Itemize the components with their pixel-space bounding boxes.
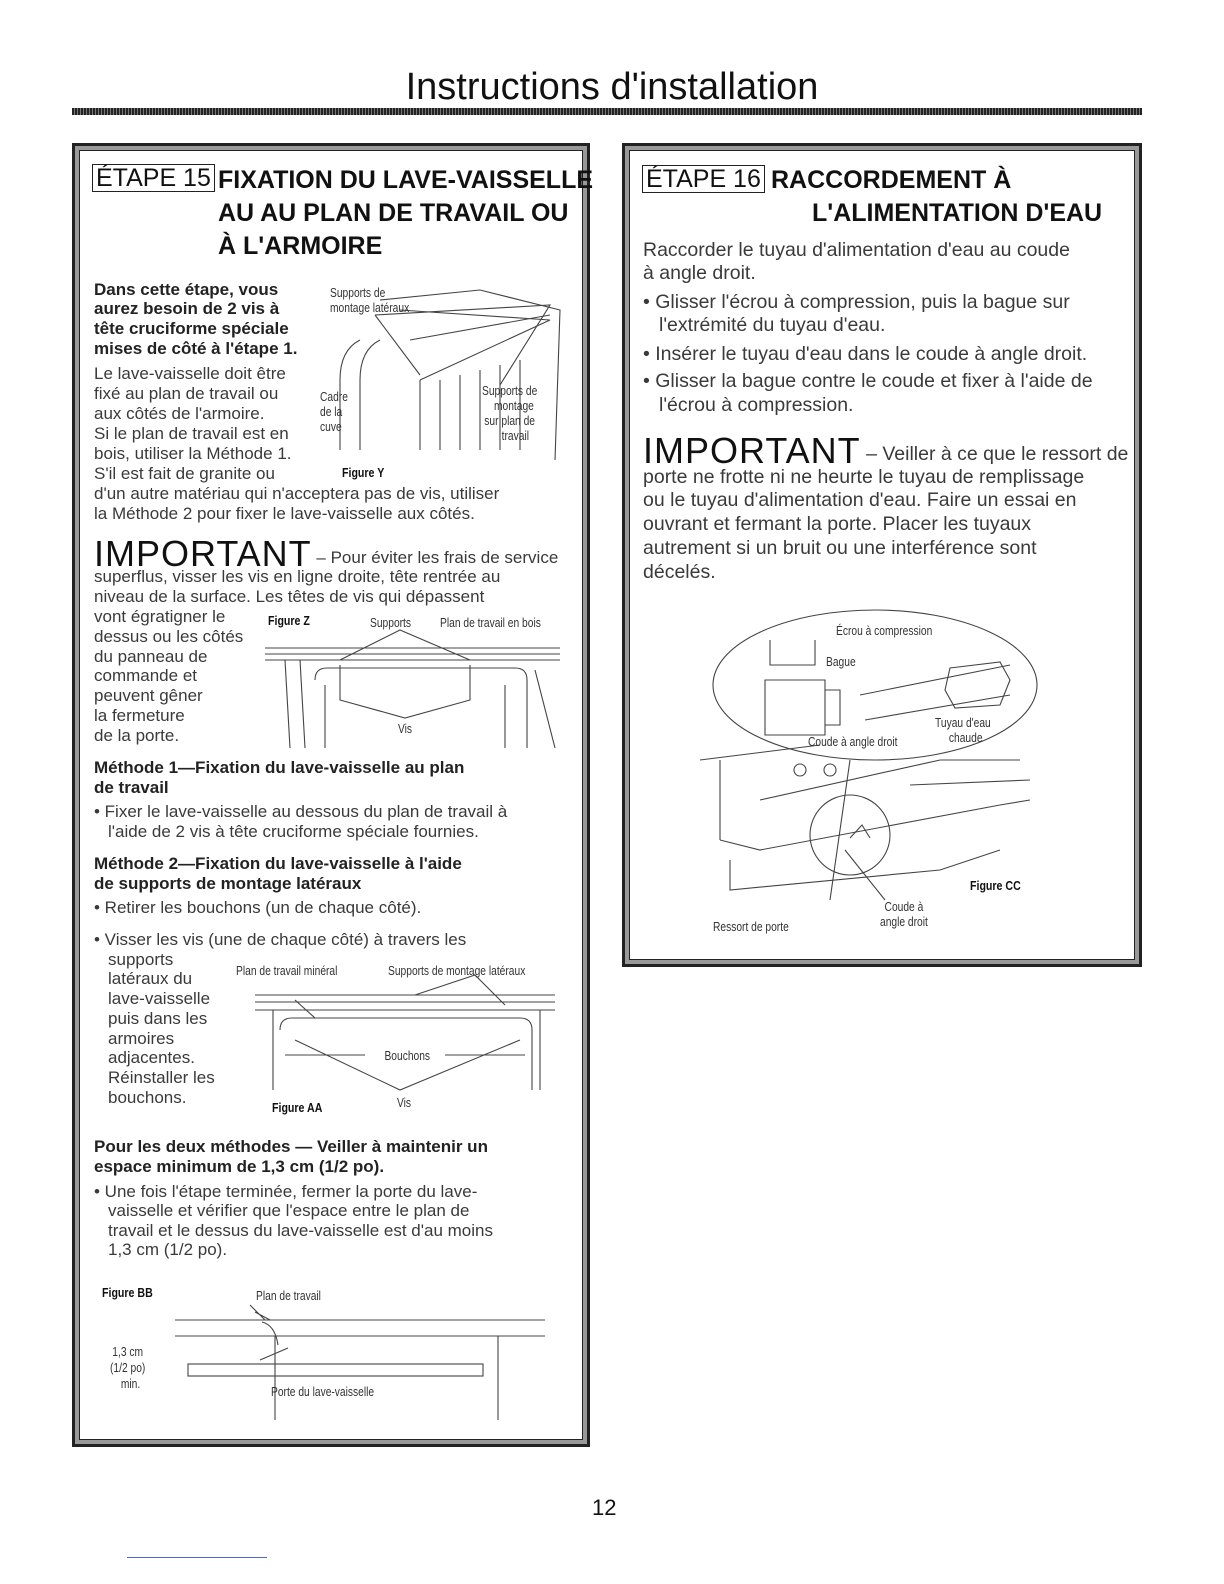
important-heading: IMPORTANT xyxy=(94,533,312,574)
bullet-text: • Une fois l'étape terminée, fermer la porte du lave- xyxy=(94,1182,478,1201)
method-2-title: de supports de montage latéraux xyxy=(94,874,362,893)
fig-bb-label: Porte du lave-vaisselle xyxy=(271,1385,375,1399)
intro-text: mises de côté à l'étape 1. xyxy=(94,339,298,358)
bullet-text: latéraux du xyxy=(108,969,193,988)
label-line: montage latéraux xyxy=(330,301,410,315)
fig-aa-label: Supports de montage latéraux xyxy=(388,964,526,978)
important-text: ouvrant et fermant la porte. Placer les tuyaux xyxy=(643,513,1032,535)
important-text: autrement si un bruit ou une interférence sont xyxy=(643,537,1037,559)
fig-z-label: Vis xyxy=(398,722,413,736)
step-16-title: RACCORDEMENT À xyxy=(771,166,1012,194)
both-methods-title: Pour les deux méthodes — Veiller à maintenir un xyxy=(94,1137,488,1156)
label-line: Supports de xyxy=(482,384,538,398)
important-text: décelés. xyxy=(643,561,716,583)
important-text: du panneau de xyxy=(94,647,208,666)
bullet-text: • Retirer les bouchons (un de chaque côté). xyxy=(94,898,422,917)
bullet-text: puis dans les xyxy=(108,1009,208,1028)
bullet-text: • Visser les vis (une de chaque côté) à travers les xyxy=(94,930,467,949)
bullet-text: 1,3 cm (1/2 po). xyxy=(108,1240,228,1259)
figure-y-caption: Figure Y xyxy=(342,466,385,480)
bullet-text: bouchons. xyxy=(108,1088,187,1107)
body-text: S'il est fait de granite ou xyxy=(94,464,275,483)
step-15-title: FIXATION DU LAVE-VAISSELLE xyxy=(218,166,594,194)
fig-bb-label xyxy=(110,1344,145,1392)
fig-cc-label xyxy=(880,900,928,930)
intro-text: aurez besoin de 2 vis à xyxy=(94,299,280,318)
fig-aa-label: Plan de travail minéral xyxy=(236,964,338,978)
important-text: porte ne frotte ni ne heurte le tuyau de remplissage xyxy=(643,466,1085,488)
body-text: aux côtés de l'armoire. xyxy=(94,404,265,423)
fig-y-label xyxy=(482,384,537,444)
label-line: Cadre xyxy=(320,390,348,404)
fig-cc-label xyxy=(935,716,991,746)
important-text: niveau de la surface. Les têtes de vis qui dépassent xyxy=(94,587,485,606)
fig-bb-label: Plan de travail xyxy=(256,1289,321,1303)
figure-aa-caption: Figure AA xyxy=(272,1101,323,1115)
step-16-label: ÉTAPE 16 xyxy=(642,165,765,193)
fig-cc-label: Coude à angle droit xyxy=(808,735,898,749)
method-1-title: de travail xyxy=(94,778,169,797)
step-15-title: AU AU PLAN DE TRAVAIL OU xyxy=(218,199,569,227)
figure-z-caption: Figure Z xyxy=(268,614,310,628)
label-line: sur plan de xyxy=(484,414,536,428)
important-heading: IMPORTANT xyxy=(643,430,861,471)
fig-z-label: Plan de travail en bois xyxy=(440,616,541,630)
page-number: 12 xyxy=(592,1495,617,1520)
important-lead: – Veiller à ce que le ressort de xyxy=(860,443,1129,465)
label-line: 1,3 cm xyxy=(112,1345,144,1359)
label-line: de la xyxy=(320,405,343,419)
step-15-label: ÉTAPE 15 xyxy=(92,164,215,192)
label-line: angle droit xyxy=(880,915,928,929)
important-text: la fermeture xyxy=(94,706,185,725)
fig-aa-label: Bouchons xyxy=(382,1049,433,1064)
bullet-text: Réinstaller les xyxy=(108,1068,215,1087)
bullet-text: • Glisser l'écrou à compression, puis la bague sur xyxy=(643,291,1070,313)
fig-y-label xyxy=(330,286,409,316)
body-text: Si le plan de travail est en xyxy=(94,424,289,443)
figure-bb-caption: Figure BB xyxy=(102,1286,153,1300)
bullet-text: l'écrou à compression. xyxy=(659,394,854,416)
important-text: peuvent gêner xyxy=(94,686,203,705)
bullet-text: • Insérer le tuyau d'eau dans le coude à angle droit. xyxy=(643,343,1088,365)
method-2-title: Méthode 2—Fixation du lave-vaisselle à l'aide xyxy=(94,854,462,873)
bullet-text: lave-vaisselle xyxy=(108,989,211,1008)
important-text: de la porte. xyxy=(94,726,180,745)
body-text: bois, utiliser la Méthode 1. xyxy=(94,444,292,463)
important-text: superflus, visser les vis en ligne droite, tête rentrée au xyxy=(94,567,501,586)
body-text: Raccorder le tuyau d'alimentation d'eau au coude xyxy=(643,239,1070,261)
important-lead: – Pour éviter les frais de service xyxy=(311,548,559,567)
label-line: Coude à xyxy=(884,900,924,914)
important-text: vont égratigner le xyxy=(94,607,226,626)
figure-aa-illustration xyxy=(255,980,560,1095)
bullet-text: • Fixer le lave-vaisselle au dessous du plan de travail à xyxy=(94,802,508,821)
step-16-title: L'ALIMENTATION D'EAU xyxy=(812,199,1103,227)
important-text: commande et xyxy=(94,666,197,685)
label-line: Supports de xyxy=(330,286,386,300)
label-line: Tuyau d'eau xyxy=(935,716,991,730)
footer-link-line xyxy=(127,1557,267,1558)
bullet-text: travail et le dessus du lave-vaisselle est d'au moins xyxy=(108,1221,493,1240)
fig-cc-label: Bague xyxy=(826,655,856,669)
bullet-text: adjacentes. xyxy=(108,1048,195,1067)
bullet-text: l'aide de 2 vis à tête cruciforme spéciale fournies. xyxy=(108,822,479,841)
step-15-title: À L'ARMOIRE xyxy=(218,232,383,260)
figure-bb-illustration xyxy=(100,1300,550,1425)
body-text: à angle droit. xyxy=(643,262,756,284)
label-line: chaude xyxy=(948,731,983,745)
label-line: travail xyxy=(501,429,530,443)
body-text: fixé au plan de travail ou xyxy=(94,384,279,403)
body-text: d'un autre matériau qui n'acceptera pas de vis, utiliser xyxy=(94,484,500,503)
body-text: la Méthode 2 pour fixer le lave-vaisselle aux côtés. xyxy=(94,504,475,523)
intro-text: Dans cette étape, vous xyxy=(94,280,279,299)
fig-aa-label: Vis xyxy=(397,1096,412,1110)
important-text: ou le tuyau d'alimentation d'eau. Faire un essai en xyxy=(643,489,1077,511)
page-title: Instructions d'installation xyxy=(405,66,819,108)
fig-cc-label: Écrou à compression xyxy=(836,624,933,638)
intro-text: tête cruciforme spéciale xyxy=(94,319,289,338)
label-line: (1/2 po) xyxy=(110,1361,146,1375)
both-methods-title: espace minimum de 1,3 cm (1/2 po). xyxy=(94,1157,385,1176)
important-text: dessus ou les côtés xyxy=(94,627,244,646)
label-line: montage xyxy=(493,399,534,413)
figure-cc-caption: Figure CC xyxy=(970,879,1021,893)
body-text: Le lave-vaisselle doit être xyxy=(94,364,286,383)
figure-z-illustration xyxy=(265,640,565,750)
bullet-text: armoires xyxy=(108,1029,175,1048)
bullet-text: • Glisser la bague contre le coude et fixer à l'aide de xyxy=(643,370,1093,392)
fig-cc-label: Ressort de porte xyxy=(713,920,789,934)
fig-z-label: Supports xyxy=(370,616,412,630)
bullet-text: vaisselle et vérifier que l'espace entre le plan de xyxy=(108,1201,470,1220)
title-rule xyxy=(72,108,1142,115)
bullet-text: l'extrémité du tuyau d'eau. xyxy=(659,314,886,336)
method-1-title: Méthode 1—Fixation du lave-vaisselle au plan xyxy=(94,758,465,777)
bullet-text: supports xyxy=(108,950,174,969)
label-line: min. xyxy=(120,1377,141,1391)
label-line: cuve xyxy=(320,420,342,434)
fig-y-label xyxy=(320,390,348,435)
